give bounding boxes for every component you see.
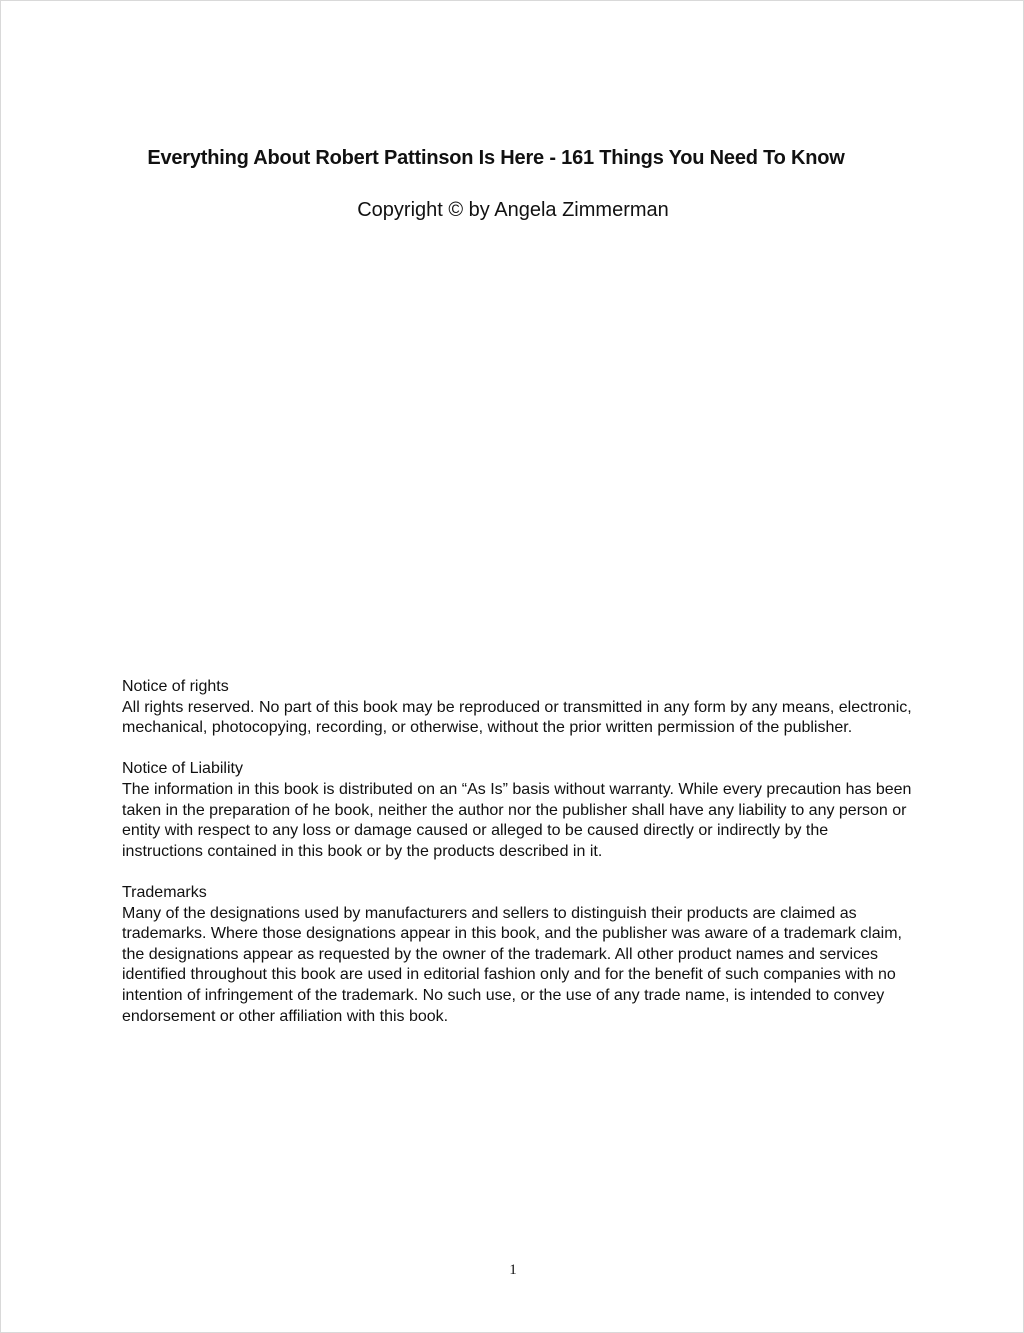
notice-of-liability (122, 759, 912, 862)
notice-heading: Trademarks (122, 883, 207, 901)
copyright-line: Copyright © by Angela Zimmerman (357, 199, 669, 221)
notice-heading: Notice of Liability (122, 760, 243, 778)
notice-heading: Notice of rights (122, 678, 229, 695)
notice-body: All rights reserved. No part of this book may be reproduced or transmitted in any form by any means, electronic, mechanical, photocopying, recording, or otherwise, without the prior written permission of the publisher. (122, 698, 912, 737)
book-title: Everything About Robert Pattinson Is Here - 161 Things You Need To Know (147, 147, 845, 169)
trademarks-notice (122, 883, 912, 1027)
notices-section (122, 677, 912, 1048)
page-number: 1 (509, 1262, 517, 1278)
notice-of-rights (122, 677, 912, 739)
notice-body: The information in this book is distributed on an “As Is” basis without warranty. While every precaution has been taken in the preparation of he book, neither the author nor the publisher shall have any liability to any person or entity with respect to any loss or damage caused or alleged to be caused directly or indirectly by the instructions contained in this book or by the products described in it. (122, 780, 912, 860)
notice-body: Many of the designations used by manufacturers and sellers to distinguish their products are claimed as trademarks. Where those designations appear in this book, and the publisher was aware of a trademark claim, the designations appear as requested by the owner of the trademark. All other product names and services identified throughout this book are used in editorial fashion only and for the benefit of such companies with no intention of infringement of the trademark. No such use, or the use of any trade name, is intended to convey endorsement or other affiliation with this book. (122, 904, 902, 1025)
